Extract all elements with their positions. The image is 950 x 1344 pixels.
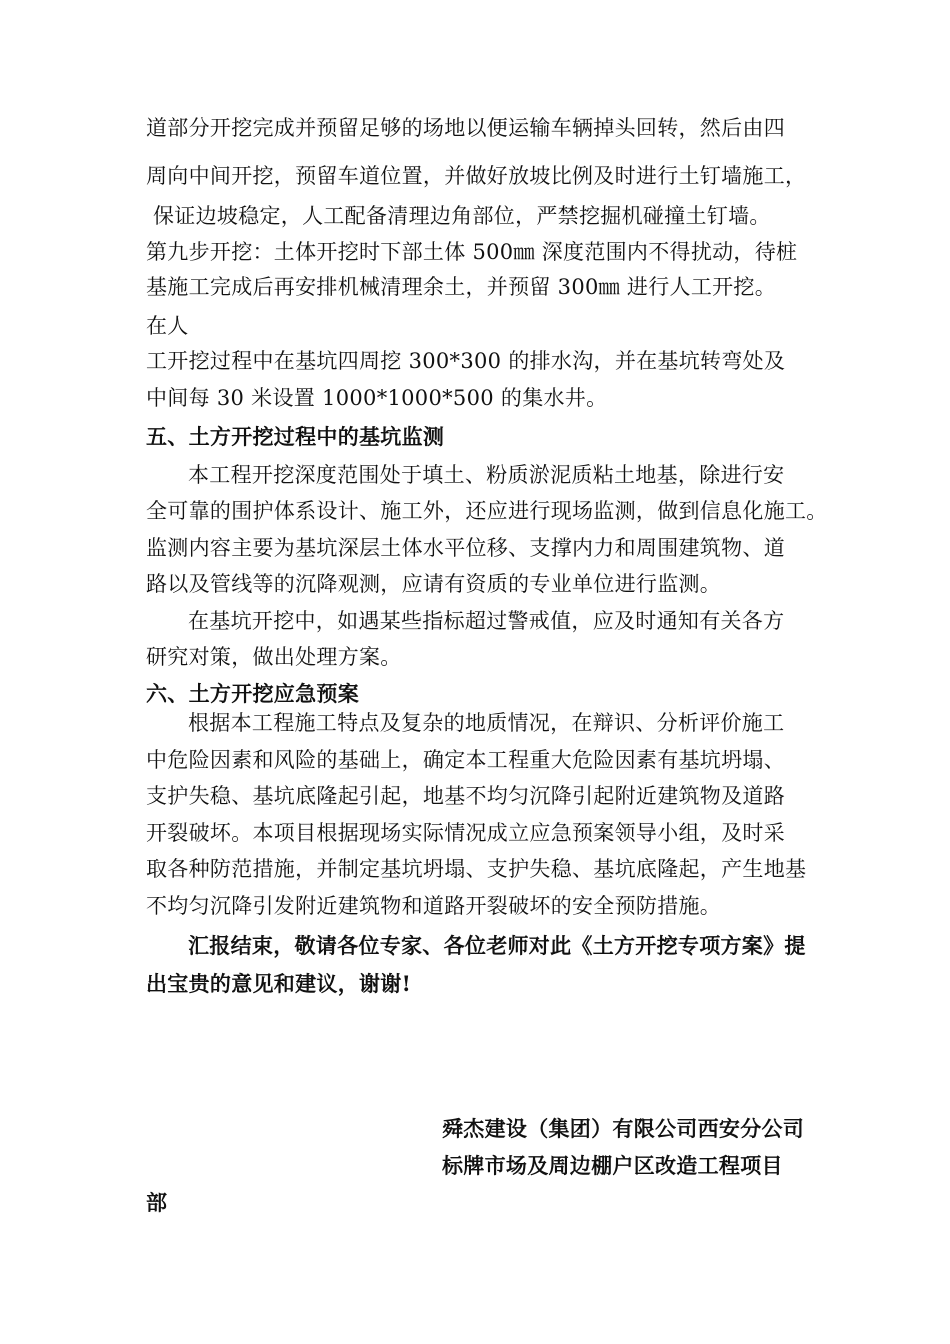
signature-suffix: 部: [146, 1190, 168, 1215]
body-text-line: 道部分开挖完成并预留足够的场地以便运输车辆掉头回转，然后由四: [146, 116, 785, 140]
paragraph-line: 本工程开挖深度范围处于填土、粉质淤泥质粘土地基，除进行安: [188, 463, 785, 487]
signature-company: 舜杰建设（集团）有限公司西安分公司: [442, 1116, 805, 1141]
paragraph-line: 中危险因素和风险的基础上，确定本工程重大危险因素有基坑坍塌、: [146, 748, 785, 772]
paragraph-line: 研究对策，做出处理方案。: [146, 645, 402, 669]
signature-project: 标牌市场及周边棚户区改造工程项目: [442, 1153, 783, 1178]
body-text-line: 中间每 30 米设置 1000*1000*500 的集水井。: [146, 386, 608, 410]
paragraph-line: 根据本工程施工特点及复杂的地质情况，在辩识、分析评价施工: [188, 711, 785, 735]
body-text-line: 基施工完成后再安排机械清理余土，并预留 300㎜ 进行人工开挖。: [146, 275, 777, 299]
body-text-line: 工开挖过程中在基坑四周挖 300*300 的排水沟，并在基坑转弯处及: [146, 349, 786, 373]
paragraph-line: 全可靠的围护体系设计、施工外，还应进行现场监测，做到信息化施工。: [146, 499, 828, 523]
paragraph-line: 监测内容主要为基坑深层土体水平位移、支撑内力和周围建筑物、道: [146, 536, 785, 560]
body-text-line: 周向中间开挖，预留车道位置，并做好放坡比例及时进行土钉墙施工，: [146, 164, 807, 188]
body-text-line: 第九步开挖：土体开挖时下部土体 500㎜ 深度范围内不得扰动，待桩: [146, 240, 798, 264]
body-text-line: 在人: [146, 314, 189, 338]
body-text-line: 保证边坡稳定，人工配备清理边角部位，严禁挖掘机碰撞土钉墙。: [146, 204, 771, 228]
paragraph-line: 支护失稳、基坑底隆起引起，地基不均匀沉降引起附近建筑物及道路: [146, 784, 785, 808]
paragraph-line: 取各种防范措施，并制定基坑坍塌、支护失稳、基坑底隆起，产生地基: [146, 857, 807, 881]
section-heading: 六、土方开挖应急预案: [146, 681, 359, 706]
paragraph-line: 在基坑开挖中，如遇某些指标超过警戒值，应及时通知有关各方: [188, 609, 785, 633]
paragraph-line: 路以及管线等的沉降观测，应请有资质的专业单位进行监测。: [146, 572, 722, 596]
paragraph-line: 开裂破坏。本项目根据现场实际情况成立应急预案领导小组，及时采: [146, 821, 785, 845]
closing-line: 汇报结束，敬请各位专家、各位老师对此《土方开挖专项方案》提: [188, 933, 806, 958]
paragraph-line: 不均匀沉降引发附近建筑物和道路开裂破坏的安全预防措施。: [146, 894, 722, 918]
closing-line: 出宝贵的意见和建议，谢谢!: [146, 971, 412, 996]
section-heading: 五、土方开挖过程中的基坑监测: [146, 424, 445, 449]
